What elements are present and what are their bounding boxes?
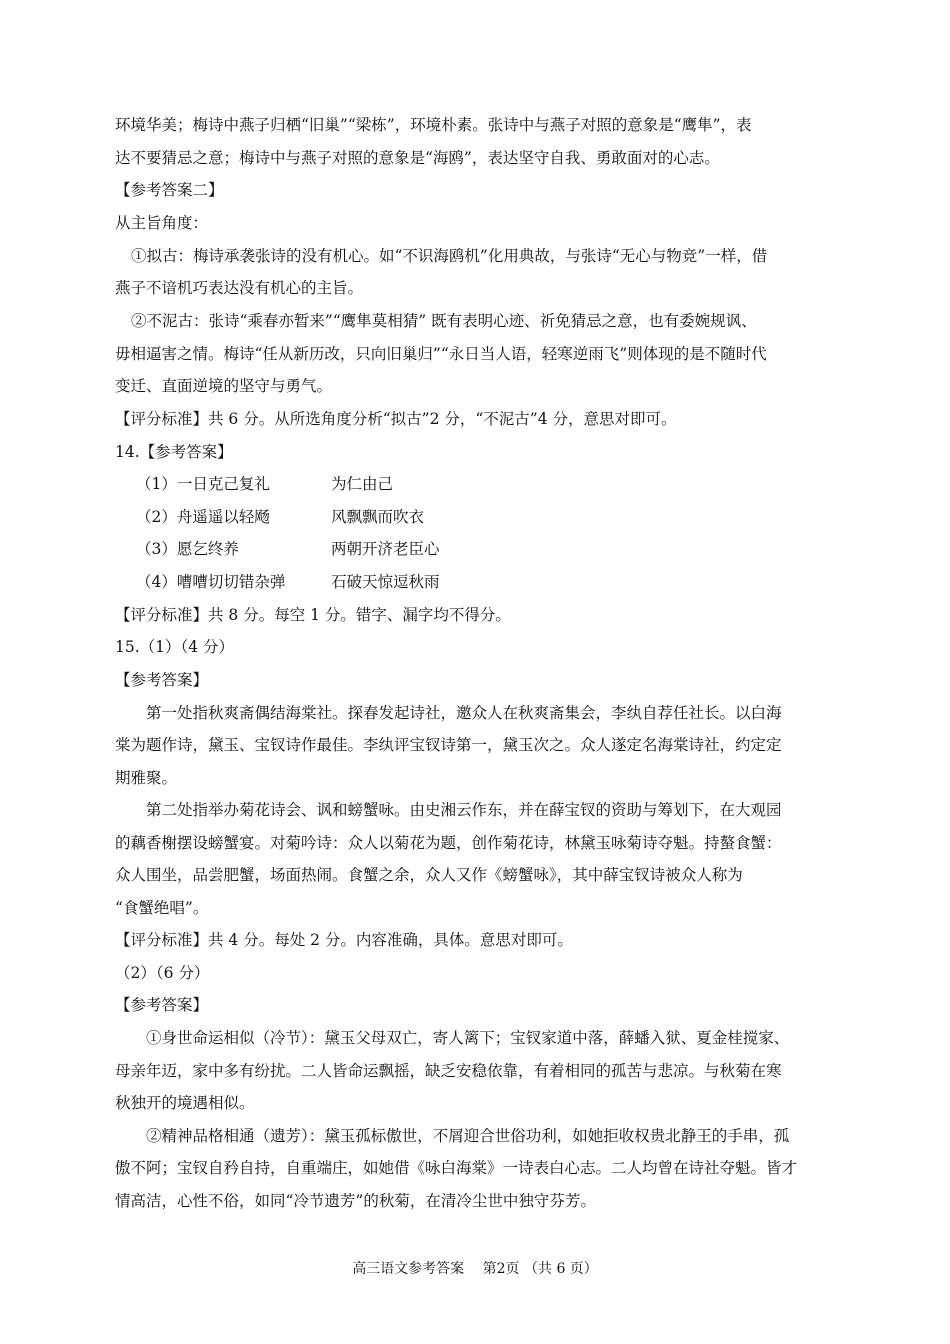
answer-item: （4）嘈嘈切切错杂弹 xyxy=(136,573,286,591)
page-footer: 高三语文参考答案 第2页 （共 6 页） xyxy=(352,1261,598,1277)
text-line: ①身世命运相似（冷节）：黛玉父母双亡，寄人篱下；宝钗家道中落，薛蟠入狱、夏金桂搅家、 xyxy=(146,1029,790,1047)
text-line: 众人围坐，品尝肥蟹，场面热闹。食蟹之余，众人又作《螃蟹咏》，其中薛宝钗诗被众人称为 xyxy=(115,866,743,884)
text-line: “食蟹绝唱”。 xyxy=(115,899,209,917)
scoring-standard: 【评分标准】共 8 分。每空 1 分。错字、漏字均不得分。 xyxy=(115,606,511,624)
section-heading: 【参考答案】 xyxy=(115,996,209,1014)
text-line: 傲不阿；宝钗自矜自持，自重端庄，如她借《咏白海棠》一诗表白心志。二人均曾在诗社夺魁。皆才 xyxy=(115,1159,798,1177)
text-line: 期雅聚。 xyxy=(115,769,178,787)
text-line: ②精神品格相通（遗芳）：黛玉孤标傲世，不屑迎合世俗功利，如她拒收权贵北静王的手串，孤 xyxy=(146,1127,790,1145)
text-line: 第一处指秋爽斋偶结海棠社。探春发起诗社，邀众人在秋爽斋集会，李纨自荐任社长。以白海 xyxy=(146,704,782,722)
question-heading: 15.（1）（4 分） xyxy=(115,638,235,656)
answer-item: （1）一日克己复礼 xyxy=(136,475,270,493)
question-heading: （2）（6 分） xyxy=(115,964,210,982)
answer-item: 石破天惊逗秋雨 xyxy=(331,573,440,591)
text-line: ②不泥古：张诗“乘春亦暂来”“鹰隼莫相猜” 既有表明心迹、祈免猜忌之意，也有委婉规讽、 xyxy=(131,312,757,330)
section-heading: 【参考答案】 xyxy=(115,671,209,689)
text-line: 母亲年迈，家中多有纷扰。二人皆命运飘摇，缺乏安稳依靠，有着相同的孤苦与悲凉。与秋菊在寒 xyxy=(115,1062,782,1080)
text-line: 从主旨角度： xyxy=(115,214,209,232)
scoring-standard: 【评分标准】共 4 分。每处 2 分。内容准确，具体。意思对即可。 xyxy=(115,931,573,949)
answer-item: 两朝开济老臣心 xyxy=(331,540,440,558)
question-heading: 14.【参考答案】 xyxy=(115,443,233,461)
answer-item: 为仁由己 xyxy=(331,475,394,493)
text-line: 达不要猜忌之意；梅诗中与燕子对照的意象是“海鸥”，表达坚守自我、勇敢面对的心志。 xyxy=(115,149,720,167)
text-line: 的藕香榭摆设螃蟹宴。对菊吟诗：众人以菊花为题，创作菊花诗，林黛玉咏菊诗夺魁。持螯食蟹： xyxy=(115,834,782,852)
answer-item: 风飘飘而吹衣 xyxy=(331,508,425,526)
text-line: ①拟古：梅诗承袭张诗的没有机心。如“不识海鸥机”化用典故，与张诗“无心与物竞”一样，借 xyxy=(131,247,768,265)
text-line: 燕子不谙机巧表达没有机心的主旨。 xyxy=(115,279,364,297)
answer-item: （2）舟遥遥以轻飏 xyxy=(136,508,270,526)
text-line: 情高洁，心性不俗，如同“冷节遗芳”的秋菊，在清冷尘世中独守芬芳。 xyxy=(115,1192,596,1210)
scoring-standard: 【评分标准】共 6 分。从所选角度分析“拟古”2 分，“不泥古”4 分，意思对即可。 xyxy=(115,410,677,428)
text-line: 第二处指举办菊花诗会、讽和螃蟹咏。由史湘云作东，并在薛宝钗的资助与筹划下，在大观园 xyxy=(146,801,782,819)
text-line: 秋独开的境遇相似。 xyxy=(115,1094,255,1112)
section-heading: 【参考答案二】 xyxy=(115,181,224,199)
answer-item: （3）愿乞终养 xyxy=(136,540,239,558)
text-line: 棠为题作诗，黛玉、宝钗诗作最佳。李纨评宝钗诗第一，黛玉次之。众人遂定名海棠诗社，约定定 xyxy=(115,736,782,754)
text-line: 变迁、直面逆境的坚守与勇气。 xyxy=(115,377,333,395)
text-line: 毋相逼害之情。梅诗“任从新历改，只向旧巢归”“永日当人语，轻寒逆雨飞”则体现的是不随时代 xyxy=(115,345,767,363)
text-line: 环境华美；梅诗中燕子归栖“旧巢”“梁栋”，环境朴素。张诗中与燕子对照的意象是“鹰隼”，表 xyxy=(115,116,752,134)
